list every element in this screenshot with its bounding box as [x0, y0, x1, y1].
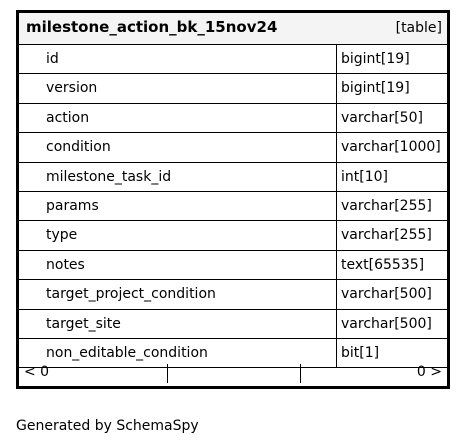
column-row — [19, 310, 447, 339]
child-count: 0 > — [416, 364, 442, 380]
column-row — [19, 104, 447, 133]
column-row — [19, 133, 447, 162]
column-name: id — [46, 51, 59, 67]
column-type: bit[1] — [341, 345, 380, 361]
column-row — [19, 74, 447, 103]
column-row — [19, 251, 447, 280]
column-name: notes — [46, 256, 85, 273]
table-footer — [19, 362, 447, 386]
column-row — [19, 221, 447, 250]
column-name: params — [46, 198, 99, 214]
column-name: target_site — [46, 315, 121, 332]
column-name: target_project_condition — [46, 286, 216, 303]
column-type: varchar[50] — [341, 109, 423, 126]
column-name-cell — [19, 310, 337, 338]
column-name-cell — [19, 104, 337, 132]
column-name-cell — [19, 45, 337, 73]
column-row — [19, 163, 447, 192]
column-type: varchar[255] — [341, 227, 432, 244]
column-type: int[10] — [341, 168, 388, 185]
column-name: version — [46, 80, 98, 97]
column-name: milestone_task_id — [46, 168, 172, 185]
column-name: type — [46, 227, 78, 244]
generated-by-text: Generated by SchemaSpy — [16, 418, 199, 434]
column-row — [19, 192, 447, 221]
table-kind-label: [table] — [395, 20, 442, 36]
column-name: non_editable_condition — [46, 345, 208, 361]
column-name-cell — [19, 280, 337, 308]
column-type: varchar[500] — [341, 286, 432, 303]
column-row — [19, 280, 447, 309]
column-type: bigint[19] — [341, 80, 410, 97]
table-name: milestone_action_bk_15nov24 — [26, 18, 278, 36]
footer-divider — [300, 364, 301, 383]
column-type: varchar[500] — [341, 315, 432, 332]
column-name: condition — [46, 139, 111, 156]
column-name-cell — [19, 251, 337, 279]
table-node — [16, 10, 450, 389]
column-row — [19, 45, 447, 74]
column-name-cell — [19, 163, 337, 191]
column-name-cell — [19, 133, 337, 161]
column-type: varchar[1000] — [341, 139, 441, 156]
column-type: bigint[19] — [341, 51, 410, 67]
column-type: text[65535] — [341, 256, 425, 273]
footer-divider — [167, 364, 168, 383]
column-name: action — [46, 109, 90, 126]
column-name-cell — [19, 221, 337, 249]
parent-count: < 0 — [24, 364, 50, 380]
table-header — [19, 13, 447, 45]
column-type: varchar[255] — [341, 198, 432, 214]
column-name-cell — [19, 74, 337, 102]
column-name-cell — [19, 192, 337, 220]
